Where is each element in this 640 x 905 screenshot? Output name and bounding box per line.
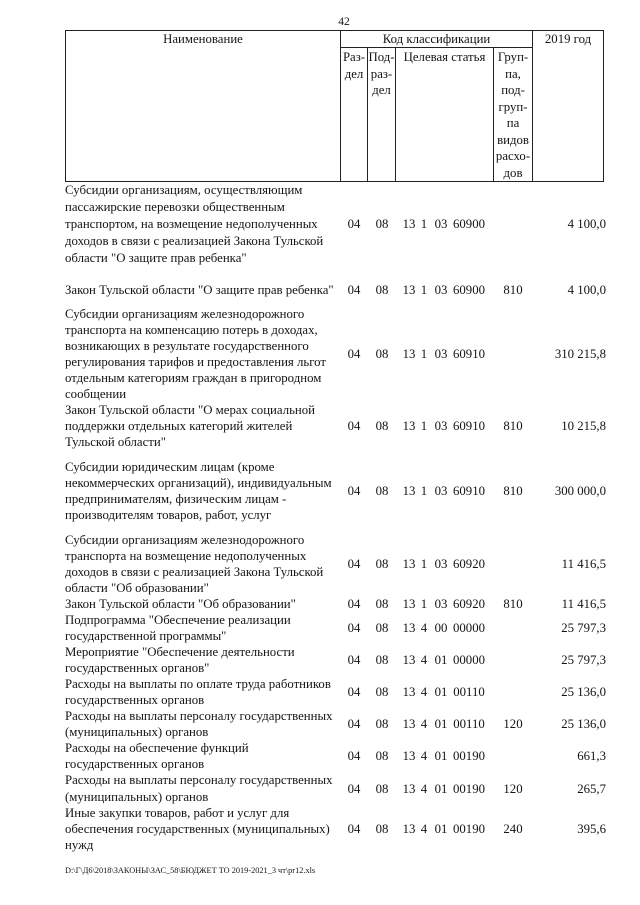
table-row [0, 402, 640, 450]
target-subprogram-code: 4 [420, 685, 428, 699]
target-measure-code: 01 [434, 653, 448, 667]
table-row [0, 596, 640, 612]
amount-2019: 25 797,3 [561, 653, 606, 667]
podrazdel-code: 08 [375, 621, 389, 635]
razdel-code: 04 [347, 685, 361, 699]
row-name: Закон Тульской области "О защите прав ребенка" [65, 283, 334, 297]
row-codes [0, 556, 640, 572]
expense-group-code: 810 [503, 597, 523, 611]
header-row-top [66, 31, 604, 48]
target-direction-code: 00190 [453, 749, 485, 763]
expense-group-code: 810 [503, 484, 523, 498]
amount-2019: 11 416,5 [561, 597, 606, 611]
target-subprogram-code: 1 [420, 597, 428, 611]
header-group: Груп- па, под- груп- па видов расхо- дов [494, 48, 533, 182]
podrazdel-code: 08 [375, 217, 389, 231]
target-measure-code: 01 [434, 685, 448, 699]
target-subprogram-code: 1 [420, 419, 428, 433]
target-measure-code: 03 [434, 217, 448, 231]
target-subprogram-code: 1 [420, 217, 428, 231]
row-name: Расходы на обеспечение функций государственных органов [65, 741, 249, 771]
target-direction-code: 00000 [453, 653, 485, 667]
table-row [0, 612, 640, 644]
target-measure-code: 01 [434, 749, 448, 763]
podrazdel-code: 08 [375, 717, 389, 731]
row-name: Мероприятие "Обеспечение деятельности государственных органов" [65, 645, 295, 675]
podrazdel-code: 08 [375, 781, 389, 796]
target-measure-code: 03 [434, 419, 448, 433]
amount-2019: 395,6 [577, 822, 606, 836]
podrazdel-code: 08 [375, 484, 389, 498]
row-codes [0, 216, 640, 232]
header-podrazdel: Под- раз- дел [368, 48, 396, 182]
razdel-code: 04 [347, 283, 361, 297]
target-measure-code: 01 [434, 781, 448, 796]
podrazdel-code: 08 [375, 653, 389, 667]
target-subprogram-code: 1 [420, 557, 428, 571]
target-program-code: 13 [402, 347, 416, 361]
razdel-code: 04 [347, 557, 361, 571]
target-direction-code: 00110 [453, 717, 485, 731]
amount-2019: 4 100,0 [567, 283, 606, 297]
table-row [0, 740, 640, 772]
amount-2019: 25 797,3 [561, 621, 606, 635]
target-direction-code: 00190 [453, 781, 485, 796]
row-name: Подпрограмма "Обеспечение реализации государственной программы" [65, 613, 291, 643]
target-program-code: 13 [402, 749, 416, 763]
razdel-code: 04 [347, 597, 361, 611]
row-codes [0, 282, 640, 298]
target-measure-code: 03 [434, 283, 448, 297]
target-program-code: 13 [402, 557, 416, 571]
amount-2019: 300 000,0 [554, 484, 606, 498]
target-measure-code: 01 [434, 822, 448, 836]
target-program-code: 13 [402, 621, 416, 635]
target-subprogram-code: 4 [420, 621, 428, 635]
razdel-code: 04 [347, 749, 361, 763]
row-codes [0, 684, 640, 700]
target-program-code: 13 [402, 653, 416, 667]
target-measure-code: 03 [434, 557, 448, 571]
row-name: Закон Тульской области "Об образовании" [65, 597, 296, 611]
target-direction-code: 00000 [453, 621, 485, 635]
target-direction-code: 60920 [453, 597, 485, 611]
amount-2019: 25 136,0 [561, 717, 606, 731]
podrazdel-code: 08 [375, 685, 389, 699]
target-subprogram-code: 1 [420, 283, 428, 297]
expense-group-code: 810 [503, 283, 523, 297]
row-name: Иные закупки товаров, работ и услуг для обеспечения государственных (муниципальных) нужд [65, 806, 330, 852]
razdel-code: 04 [347, 484, 361, 498]
target-program-code: 13 [402, 597, 416, 611]
amount-2019: 310 215,8 [554, 347, 606, 361]
table-row [0, 772, 640, 805]
file-path-footer: D:\Г\Д6\2018\ЗАКОНЫ\ЗАС_58\БЮДЖЕТ ТО 2019-2021_3 чт\pr12.xls [65, 866, 316, 875]
target-direction-code: 60920 [453, 557, 485, 571]
table-row [0, 306, 640, 402]
header-razdel: Раз- дел [341, 48, 368, 182]
expense-group-code: 810 [503, 419, 523, 433]
target-program-code: 13 [402, 419, 416, 433]
razdel-code: 04 [347, 621, 361, 635]
podrazdel-code: 08 [375, 749, 389, 763]
header-name: Наименование [66, 31, 341, 182]
podrazdel-code: 08 [375, 822, 389, 836]
razdel-code: 04 [347, 653, 361, 667]
row-name: Субсидии организациям, осуществляющим пассажирские перевозки общественным транспортом, на возмещение недополученных доходов в связи с реализацией Закона Тульской области "О защите прав ребенка" [65, 182, 324, 265]
target-measure-code: 03 [434, 484, 448, 498]
razdel-code: 04 [347, 822, 361, 836]
row-name: Закон Тульской области "О мерах социальной поддержки отдельных категорий жителей Тульской области" [65, 403, 316, 449]
table-row [0, 459, 640, 523]
table-row [0, 532, 640, 596]
header-code-group: Код классификации [341, 31, 533, 48]
amount-2019: 10 215,8 [561, 419, 606, 433]
expense-group-code: 120 [503, 717, 523, 731]
target-subprogram-code: 1 [420, 347, 428, 361]
target-direction-code: 00190 [453, 822, 485, 836]
table-row [0, 708, 640, 740]
target-direction-code: 00110 [453, 685, 485, 699]
row-codes [0, 652, 640, 668]
row-codes [0, 781, 640, 797]
target-program-code: 13 [402, 717, 416, 731]
target-subprogram-code: 4 [420, 749, 428, 763]
row-codes [0, 483, 640, 499]
target-subprogram-code: 4 [420, 822, 428, 836]
target-measure-code: 03 [434, 347, 448, 361]
row-codes [0, 418, 640, 434]
razdel-code: 04 [347, 717, 361, 731]
target-program-code: 13 [402, 781, 416, 796]
razdel-code: 04 [347, 347, 361, 361]
row-codes [0, 596, 640, 612]
row-name: Субсидии организациям железнодорожного транспорта на компенсацию потерь в доходах, возникающих в результате государственного регулирования тарифов и предоставления льгот отдельным категориям граждан в пригородном сообщении [65, 307, 326, 401]
razdel-code: 04 [347, 781, 361, 796]
header-year: 2019 год [533, 31, 604, 182]
podrazdel-code: 08 [375, 557, 389, 571]
podrazdel-code: 08 [375, 347, 389, 361]
table-row [0, 282, 640, 298]
target-measure-code: 03 [434, 597, 448, 611]
target-subprogram-code: 1 [420, 484, 428, 498]
podrazdel-code: 08 [375, 283, 389, 297]
row-codes [0, 748, 640, 764]
row-codes [0, 620, 640, 636]
target-program-code: 13 [402, 283, 416, 297]
target-subprogram-code: 4 [420, 781, 428, 796]
amount-2019: 25 136,0 [561, 685, 606, 699]
row-name: Расходы на выплаты персоналу государственных (муниципальных) органов [65, 709, 333, 739]
target-program-code: 13 [402, 484, 416, 498]
podrazdel-code: 08 [375, 597, 389, 611]
amount-2019: 265,7 [577, 781, 606, 796]
row-codes [0, 346, 640, 362]
target-direction-code: 60900 [453, 283, 485, 297]
target-subprogram-code: 4 [420, 653, 428, 667]
table-row [0, 676, 640, 708]
podrazdel-code: 08 [375, 419, 389, 433]
target-direction-code: 60910 [453, 484, 485, 498]
header-target: Целевая статья [396, 48, 494, 182]
target-measure-code: 01 [434, 717, 448, 731]
amount-2019: 11 416,5 [561, 557, 606, 571]
razdel-code: 04 [347, 217, 361, 231]
table-row [0, 644, 640, 676]
amount-2019: 4 100,0 [567, 217, 606, 231]
table-header [65, 30, 604, 182]
row-name: Расходы на выплаты персоналу государственных (муниципальных) органов [65, 773, 333, 804]
amount-2019: 661,3 [577, 749, 606, 763]
row-codes [0, 716, 640, 732]
row-name: Субсидии юридическим лицам (кроме некоммерческих организаций), индивидуальным предпринимателям, физическим лицам - производителям товаров, работ, услуг [65, 460, 332, 522]
page-number: 42 [338, 16, 350, 28]
row-name: Субсидии организациям железнодорожного транспорта на возмещение недополученных доходов в связи с реализацией Закона Тульской области "Об образовании" [65, 533, 324, 595]
target-direction-code: 60900 [453, 217, 485, 231]
row-name: Расходы на выплаты по оплате труда работников государственных органов [65, 677, 331, 707]
target-program-code: 13 [402, 822, 416, 836]
expense-group-code: 240 [503, 822, 523, 836]
target-direction-code: 60910 [453, 347, 485, 361]
table-row [0, 182, 640, 267]
expense-group-code: 120 [503, 781, 523, 796]
razdel-code: 04 [347, 419, 361, 433]
table-row [0, 805, 640, 853]
target-subprogram-code: 4 [420, 717, 428, 731]
target-direction-code: 60910 [453, 419, 485, 433]
target-program-code: 13 [402, 217, 416, 231]
target-measure-code: 00 [434, 621, 448, 635]
row-codes [0, 821, 640, 837]
target-program-code: 13 [402, 685, 416, 699]
